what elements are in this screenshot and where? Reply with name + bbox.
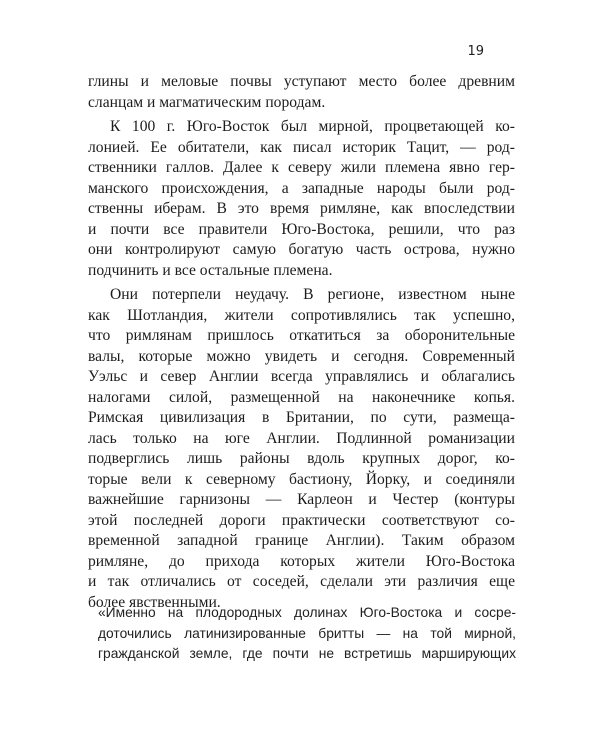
text-line: и так отличались от соседей, сделали эти различия еще <box>88 573 515 590</box>
pull-quote <box>98 603 516 665</box>
body-text <box>88 72 515 613</box>
text-line: ственники галлов. Далее к северу жили племена явно гер- <box>88 159 515 176</box>
text-line: римляне, до прихода которых жители Юго-Востока <box>88 552 515 570</box>
page-number: 19 <box>467 44 484 59</box>
text-line: К 100 г. Юго-Восток был мирной, процветающей ко- <box>110 118 515 135</box>
text-line: более явственными. <box>88 593 221 611</box>
text-line: важнейшие гарнизоны — Карлеон и Честер (контуры <box>88 491 515 508</box>
text-line: ственны иберам. В это время римляне, как впоследствии <box>88 200 515 217</box>
text-line: налогами силой, размещенной на наконечнике копья. <box>88 388 515 406</box>
text-line: Они потерпели неудачу. В регионе, известном ныне <box>110 286 515 303</box>
text-line: что римлянам пришлось откатиться за оборонительные <box>88 327 515 344</box>
text-line: подчинить и все остальные племена. <box>88 261 333 279</box>
text-line: как Шотландия, жители сопротивлялись так успешно, <box>88 306 515 324</box>
text-line: этой последней дороги практически соответствуют со- <box>88 511 515 529</box>
text-line: временной западной границе Англии). Таким образом <box>88 532 515 549</box>
paragraph-1 <box>88 72 515 113</box>
quote-line: «Именно на плодородных долинах Юго-Востока и сосре- <box>98 605 516 620</box>
text-line: глины и меловые почвы уступают место более древним <box>88 73 515 90</box>
text-line: валы, которые можно увидеть и сегодня. Современный <box>88 347 515 365</box>
paragraph-2 <box>88 117 515 281</box>
text-line: лась только на юге Англии. Подлинной романизации <box>88 429 515 447</box>
quote-line: гражданской земле, где почти не встретишь марширующих <box>98 646 516 661</box>
text-line: Уэльс и север Англии всегда управлялись и облагались <box>88 368 515 385</box>
text-line: подверглись лишь районы вдоль крупных дорог, ко- <box>88 450 515 467</box>
text-line: и почти все правители Юго-Востока, решили, что раз <box>88 220 515 238</box>
text-line: сланцам и магматическим породам. <box>88 93 326 111</box>
text-line: лонией. Ее обитатели, как писал историк Тацит, — род- <box>88 138 515 156</box>
text-line: Римская цивилизация в Британии, по сути, размеща- <box>88 409 515 426</box>
paragraph-3 <box>88 285 515 613</box>
text-line: они контролируют самую богатую часть острова, нужно <box>88 241 515 258</box>
quote-line: доточились латинизированные бритты — на той мирной, <box>98 625 516 641</box>
text-line: торые вели к северному бастиону, Йорку, и соединяли <box>88 470 515 488</box>
text-line: манского происхождения, а западные народы были род- <box>88 179 515 197</box>
